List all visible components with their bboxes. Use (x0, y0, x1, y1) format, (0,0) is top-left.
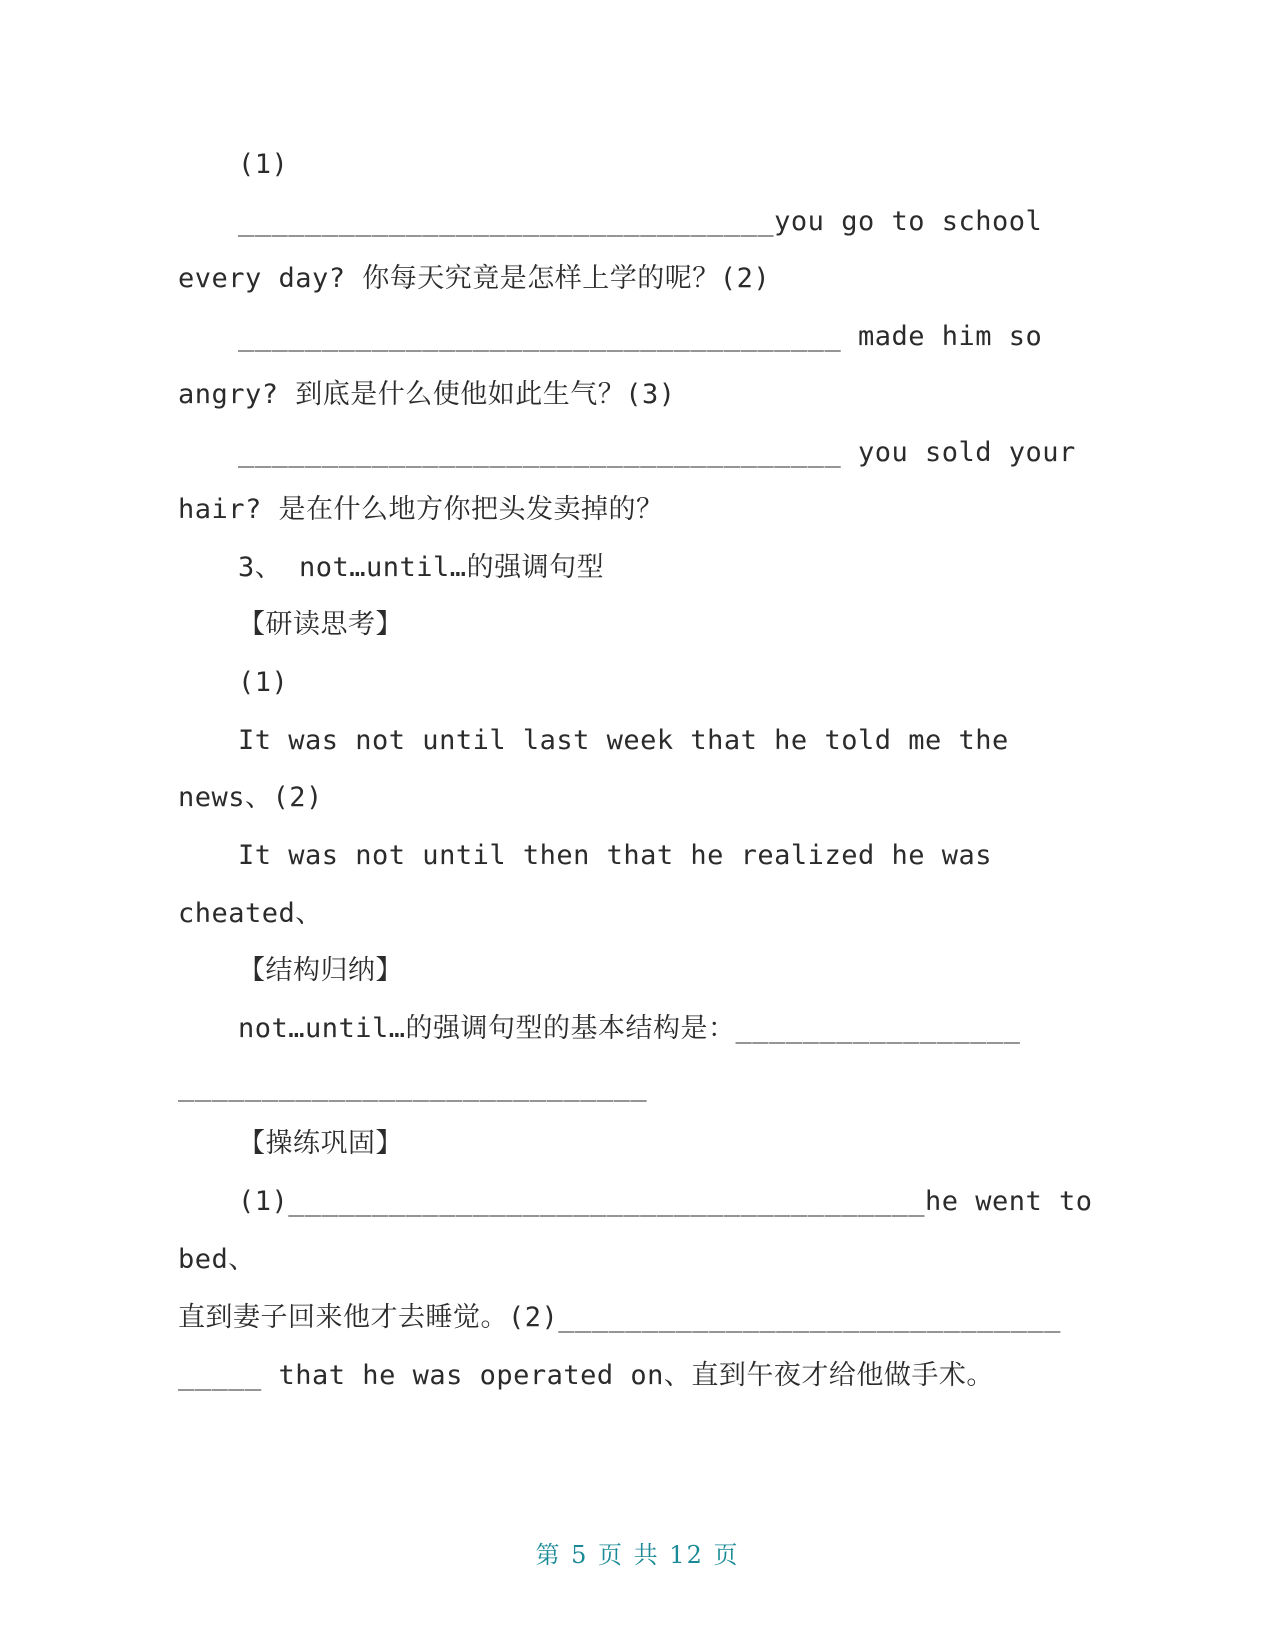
q2-item-1-blank-line: ________________________________you go to school (238, 206, 1043, 237)
practice-item-1-blank-line: (1)______________________________________he went to (238, 1186, 1093, 1217)
practice-heading: 【操练巩固】 (238, 1128, 403, 1159)
practice-item-1-continuation: bed、 (178, 1244, 256, 1275)
example-2-text: It was not until then that he realized he was (238, 840, 992, 871)
q2-item-2-blank-line: ____________________________________ made him so (238, 321, 1043, 352)
example-1-text: It was not until last week that he told me the (238, 725, 1009, 756)
q2-item-3-blank-line: ____________________________________ you sold your (238, 437, 1076, 468)
example-1-continuation: news、(2) (178, 782, 323, 813)
q2-item-1-continuation: every day? 你每天究竟是怎样上学的呢？(2) (178, 263, 771, 294)
q2-item-2-continuation: angry? 到底是什么使他如此生气？(3) (178, 379, 676, 410)
example-2-continuation: cheated、 (178, 898, 323, 929)
example-1-number: (1) (238, 667, 289, 698)
section-3-heading: 3、 not…until…的强调句型 (238, 552, 605, 583)
practice-item-2-continuation: _____ that he was operated on、直到午夜才给他做手术。 (178, 1360, 994, 1391)
page-footer: 第 5 页 共 12 页 (535, 1541, 740, 1569)
practice-item-2-line: 直到妻子回来他才去睡觉。(2)______________________________ (178, 1302, 1061, 1333)
q2-item-3-continuation: hair? 是在什么地方你把头发卖掉的？ (178, 494, 664, 525)
structure-summary-blank-line: ____________________________ (178, 1071, 648, 1102)
structure-summary-heading: 【结构归纳】 (238, 955, 403, 986)
q2-item-1-number: (1) (238, 149, 289, 180)
structure-summary-prompt: not…until…的强调句型的基本结构是：_________________ (238, 1013, 1021, 1044)
study-think-heading: 【研读思考】 (238, 609, 403, 640)
